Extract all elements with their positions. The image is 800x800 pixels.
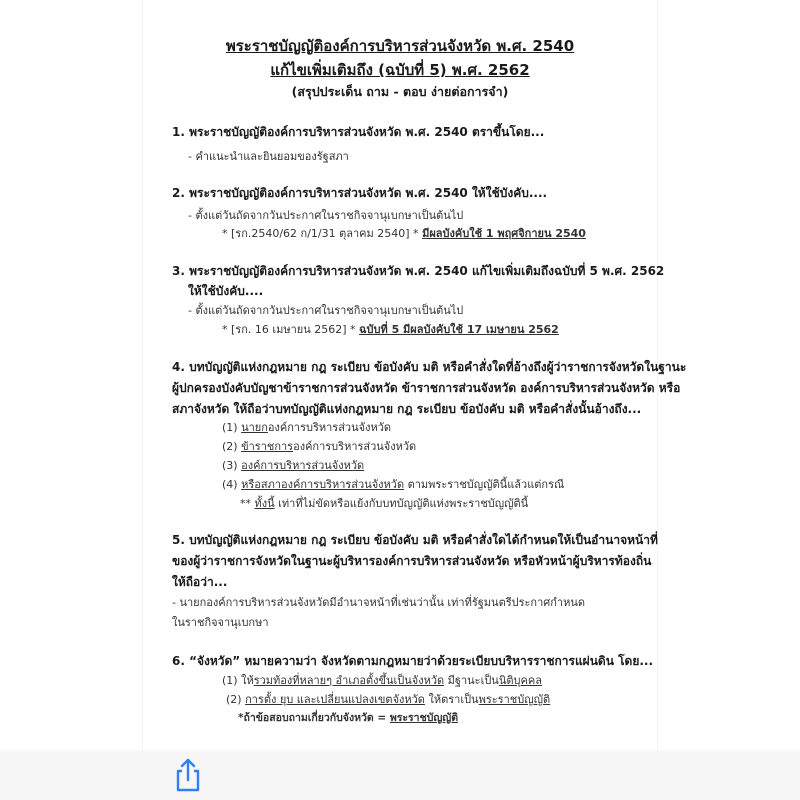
q6-item-1-mid: มีฐานะเป็น (447, 674, 499, 687)
document-subtitle: แก้ไขเพิ่มเติมถึง (ฉบับที่ 5) พ.ศ. 2562 (270, 61, 530, 79)
q4-item-4-rest: ตามพระราชบัญญัตินี้แล้วแต่กรณี (407, 478, 565, 491)
q6-item-2-key2: พระราชบัญญัติ (478, 693, 551, 706)
share-icon (172, 757, 204, 793)
q6-item-2 (226, 690, 550, 708)
bottom-toolbar (0, 750, 800, 800)
q4-item-4 (222, 475, 564, 493)
q4-note-key: ทั้งนี้ (254, 497, 275, 510)
q4-item-1 (222, 418, 391, 436)
q6-note-key: พระราชบัญญัติ (389, 712, 459, 724)
q4-item-2-rest: องค์การบริหารส่วนจังหวัด (293, 440, 417, 453)
q3-question-line1: 3. พระราชบัญญัติองค์การบริหารส่วนจังหวัด พ.ศ. 2540 แก้ไขเพิ่มเติมถึงฉบับที่ 5 พ.ศ. 2562 (172, 264, 665, 278)
q6-item-1-key2: นิติบุคคล (498, 674, 542, 687)
q4-item-4-key: หรือสภาองค์การบริหารส่วนจังหวัด (241, 478, 405, 491)
q6-note (238, 709, 458, 726)
q4-item-3-num: (3) (222, 459, 238, 472)
q4-item-3-key: องค์การบริหารส่วนจังหวัด (241, 459, 365, 472)
q1-answer: - คำแนะนำและยินยอมของรัฐสภา (188, 150, 349, 163)
q6-item-2-key: การตั้ง ยุบ และเปลี่ยนแปลงเขตจังหวัด (245, 693, 425, 706)
document-caption: (สรุปประเด็น ถาม - ตอบ ง่ายต่อการจำ) (291, 84, 509, 99)
q3-question-line2: ให้ใช้บังคับ.... (188, 284, 264, 298)
q3-note-effective: ฉบับที่ 5 มีผลบังคับใช้ 17 เมษายน 2562 (359, 323, 559, 336)
document-title: พระราชบัญญัติองค์การบริหารส่วนจังหวัด พ.ศ. 2540 (225, 37, 575, 55)
q4-question-line2: ผู้ปกครองบังคับบัญชาข้าราชการส่วนจังหวัด ข้าราชการส่วนจังหวัด องค์การบริหารส่วนจังหวัด หรือ (172, 381, 681, 395)
q6-item-1-key: รวมท้องที่หลายๆ อำเภอตั้งขึ้นเป็นจังหวัด (253, 674, 445, 687)
q3-answer: - ตั้งแต่วันถัดจากวันประกาศในราชกิจจานุเบกษาเป็นต้นไป (188, 304, 464, 317)
q6-item-2-mid: ให้ตราเป็น (428, 693, 479, 706)
q5-answer-line1: - นายกองค์การบริหารส่วนจังหวัดมีอำนาจหน้าที่เช่นว่านั้น เท่าที่รัฐมนตรีประกาศกำหนด (172, 596, 585, 609)
q4-note-rest: เท่าที่ไม่ขัดหรือแย้งกับบทบัญญัติแห่งพระราชบัญญัตินี้ (278, 497, 529, 510)
q5-question-line1: 5. บทบัญญัติแห่งกฎหมาย กฎ ระเบียบ ข้อบังคับ มติ หรือคำสั่งใดได้กำหนดให้เป็นอำนาจหน้าที่ (172, 533, 658, 547)
q4-item-2 (222, 437, 416, 455)
q6-question: 6. “จังหวัด” หมายความว่า จังหวัดตามกฎหมายว่าด้วยระเบียบบริหารราชการแผ่นดิน โดย... (172, 654, 654, 668)
q4-item-1-key: นายก (241, 421, 268, 434)
q4-note-star: ** (240, 497, 251, 510)
q2-note (222, 224, 586, 242)
q5-question-line3: ให้ถือว่า... (172, 575, 228, 589)
q6-item-1-lead: (1) ให้ (222, 674, 254, 687)
q4-item-2-num: (2) (222, 440, 238, 453)
q3-note-ref: * [รก. 16 เมษายน 2562] * (222, 323, 356, 336)
q2-question: 2. พระราชบัญญัติองค์การบริหารส่วนจังหวัด พ.ศ. 2540 ให้ใช้บังคับ.... (172, 186, 548, 200)
q4-item-1-rest: องค์การบริหารส่วนจังหวัด (267, 421, 392, 434)
q6-item-1 (222, 671, 542, 689)
q2-note-ref: * [รก.2540/62 ก/1/31 ตุลาคม 2540] * (222, 227, 419, 240)
q4-note (240, 494, 528, 512)
q4-question-line3: สภาจังหวัด ให้ถือว่าบทบัญญัติแห่งกฎหมาย กฎ ระเบียบ ข้อบังคับ มติ หรือคำสั่งนั้นอ้างถึง... (172, 402, 642, 416)
share-button[interactable] (172, 757, 204, 793)
q2-note-effective: มีผลบังคับใช้ 1 พฤศจิกายน 2540 (422, 227, 586, 240)
q4-item-3 (222, 456, 364, 474)
q5-answer-line2: ในราชกิจจานุเบกษา (172, 616, 269, 629)
q5-question-line2: ของผู้ว่าราชการจังหวัดในฐานะผู้บริหารองค์การบริหารส่วนจังหวัด หรือหัวหน้าผู้บริหารท้องถิ่น (172, 554, 652, 568)
q6-item-2-num: (2) (226, 693, 242, 706)
q4-item-1-num: (1) (222, 421, 238, 434)
q4-item-4-num: (4) (222, 478, 238, 491)
q1-question: 1. พระราชบัญญัติองค์การบริหารส่วนจังหวัด พ.ศ. 2540 ตราขึ้นโดย... (172, 125, 545, 139)
q4-item-2-key: ข้าราชการ (241, 440, 294, 453)
q6-note-text: *ถ้าข้อสอบถามเกี่ยวกับจังหวัด = (238, 712, 387, 724)
q4-question-line1: 4. บทบัญญัติแห่งกฎหมาย กฎ ระเบียบ ข้อบังคับ มติ หรือคำสั่งใดที่อ้างถึงผู้ว่าราชการจังหวัดในฐานะ (172, 360, 687, 374)
q3-note (222, 320, 559, 338)
q2-answer: - ตั้งแต่วันถัดจากวันประกาศในราชกิจจานุเบกษาเป็นต้นไป (188, 209, 464, 222)
